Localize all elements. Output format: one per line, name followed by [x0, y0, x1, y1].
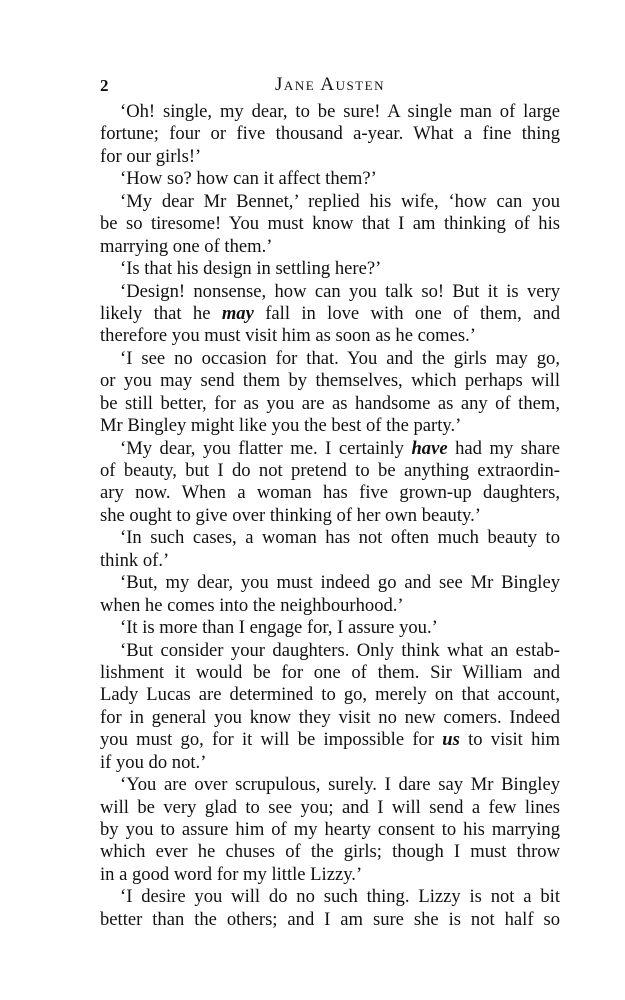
text-line: ‘But, my dear, you must indeed go and see Mr Bingley: [120, 572, 560, 594]
text-line: Lady Lucas are determined to go, merely on that account,: [100, 684, 560, 706]
text-line: or you may send them by themselves, which perhaps will: [100, 370, 560, 392]
text-line: if you do not.’: [100, 751, 207, 773]
text-line: ‘My dear, you flatter me. I certainly have had my share: [120, 437, 560, 459]
text-line: of beauty, but I do not pretend to be anything extraordin-: [100, 460, 560, 481]
text-line: think of.’: [100, 549, 170, 571]
page-header: [100, 74, 560, 100]
emphasized-word: have: [411, 437, 448, 459]
text-line: ‘I see no occasion for that. You and the girls may go,: [120, 347, 560, 369]
emphasized-word: may: [221, 302, 254, 324]
text-line: ‘I desire you will do no such thing. Lizzy is not a bit: [120, 886, 560, 908]
text-line: be so tiresome! You must know that I am thinking of his: [100, 213, 560, 235]
text-line: ‘Design! nonsense, how can you talk so! But it is very: [120, 280, 560, 302]
text-line: ‘In such cases, a woman has not often much beauty to: [120, 527, 560, 549]
text-line: better than the others; and I am sure she is not half so: [100, 908, 560, 930]
text-line: for in general you know they visit no new comers. Indeed: [100, 706, 560, 728]
text-line: by you to assure him of my hearty consent to his marrying: [100, 819, 560, 840]
text-line: ‘But consider your daughters. Only think what an estab-: [120, 639, 560, 661]
text-line: which ever he chuses of the girls; though I must throw: [100, 841, 560, 863]
text-line: therefore you must visit him as soon as he comes.’: [100, 325, 476, 347]
text-line: when he comes into the neighbourhood.’: [100, 594, 404, 616]
text-line: will be very glad to see you; and I will send a few lines: [100, 796, 560, 818]
text-line: ‘Oh! single, my dear, to be sure! A single man of large: [120, 101, 560, 122]
text-line: ‘It is more than I engage for, I assure you.’: [120, 617, 438, 639]
text-line: ‘You are over scrupulous, surely. I dare say Mr Bingley: [120, 774, 560, 796]
emphasized-word: us: [442, 729, 460, 751]
running-head: Jane Austen: [275, 74, 385, 95]
text-line: likely that he may fall in love with one of them, and: [100, 302, 560, 324]
text-line: ary now. When a woman has five grown-up daughters,: [100, 482, 560, 504]
text-line: Mr Bingley might like you the best of the party.’: [100, 415, 462, 437]
text-line: you must go, for it will be impossible for us to visit him: [100, 729, 560, 751]
text-line: for our girls!’: [100, 145, 202, 167]
page-number: 2: [100, 76, 109, 95]
text-line: ‘How so? how can it affect them?’: [120, 168, 377, 190]
text-line: fortune; four or five thousand a-year. What a fine thing: [100, 123, 560, 145]
text-line: in a good word for my little Lizzy.’: [100, 863, 363, 885]
text-line: she ought to give over thinking of her own beauty.’: [100, 504, 481, 526]
text-line: lishment it would be for one of them. Sir William and: [100, 661, 560, 683]
body-text: [100, 101, 560, 931]
text-line: ‘My dear Mr Bennet,’ replied his wife, ‘how can you: [120, 190, 560, 212]
text-line: be still better, for as you are as handsome as any of them,: [100, 392, 560, 414]
text-line: marrying one of them.’: [100, 235, 273, 257]
text-line: ‘Is that his design in settling here?’: [120, 258, 382, 280]
